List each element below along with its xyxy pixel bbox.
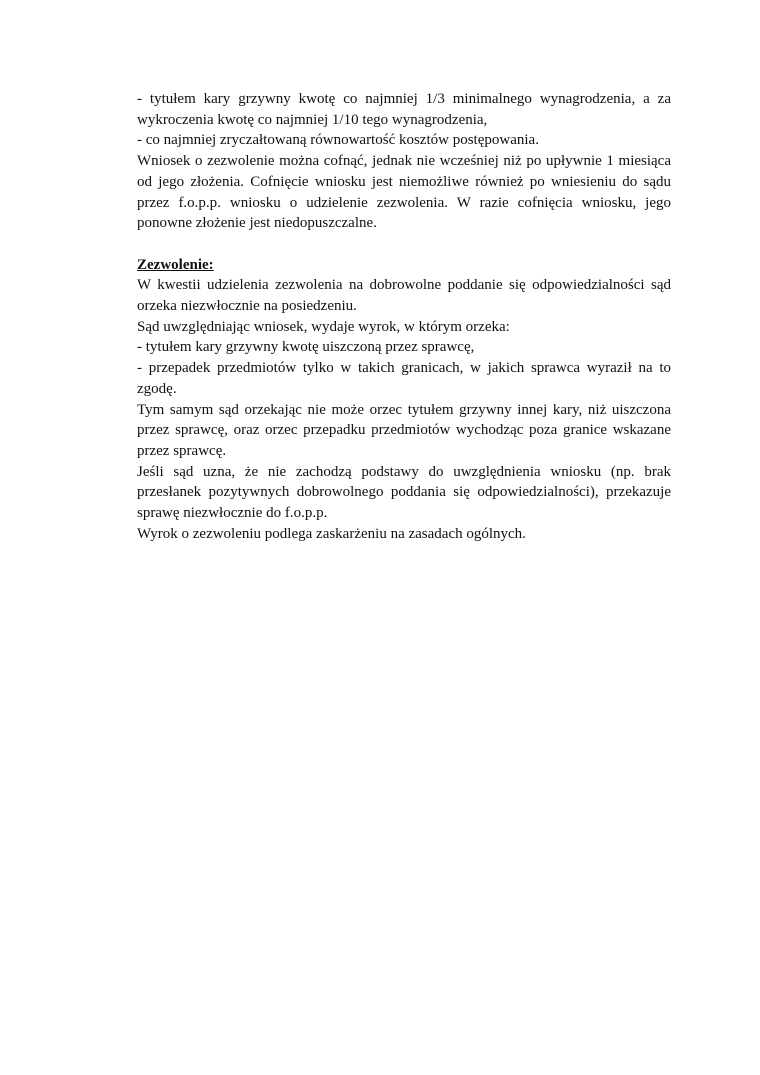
- paragraph-fine-paid: - tytułem kary grzywny kwotę uiszczoną przez sprawcę,: [137, 339, 475, 356]
- paragraph-appeal: Wyrok o zezwoleniu podlega zaskarżeniu na zasadach ogólnych.: [137, 525, 526, 542]
- document-body: [137, 89, 671, 544]
- section-heading: Zezwolenie:: [137, 256, 214, 273]
- paragraph-costs: - co najmniej zryczałtowaną równowartość kosztów postępowania.: [137, 132, 539, 149]
- paragraph-withdrawal: Wniosek o zezwolenie można cofnąć, jednak nie wcześniej niż po upływnie 1 miesiąca od jego złożenia. Cofnięcie wniosku jest niemożliwe również po wniesieniu do sądu przez f.o.p.p. wniosku o udzielenie zezwolenia. W razie cofnięcia wniosku, jego ponowne złożenie jest niedopuszczalne.: [137, 153, 671, 232]
- paragraph-decision: W kwestii udzielenia zezwolenia na dobrowolne poddanie się odpowiedzialności sąd orzeka niezwłocznie na posiedzeniu.: [137, 277, 671, 315]
- paragraph-refusal: Jeśli sąd uzna, że nie zachodzą podstawy do uwzględnienia wniosku (np. brak przesłanek pozytywnych dobrowolnego poddania się odpowiedzialności), przekazuje sprawę niezwłocznie do f.o.p.p.: [137, 463, 671, 522]
- paragraph-judgment-intro: Sąd uwzględniając wniosek, wydaje wyrok, w którym orzeka:: [137, 318, 510, 335]
- paragraph-forfeiture: - przepadek przedmiotów tylko w takich granicach, w jakich sprawca wyraził na to zgodę.: [137, 360, 671, 397]
- paragraph-spacer: [137, 234, 671, 255]
- paragraph-fine-amount: - tytułem kary grzywny kwotę co najmniej 1/3 minimalnego wynagrodzenia, a za wykroczenia kwotę co najmniej 1/10 tego wynagrodzenia,: [137, 91, 671, 128]
- paragraph-limits: Tym samym sąd orzekając nie może orzec tytułem grzywny innej kary, niż uiszczona przez sprawcę, oraz orzec przepadku przedmiotów wychodząc poza granice wskazane przez sprawcę.: [137, 401, 671, 459]
